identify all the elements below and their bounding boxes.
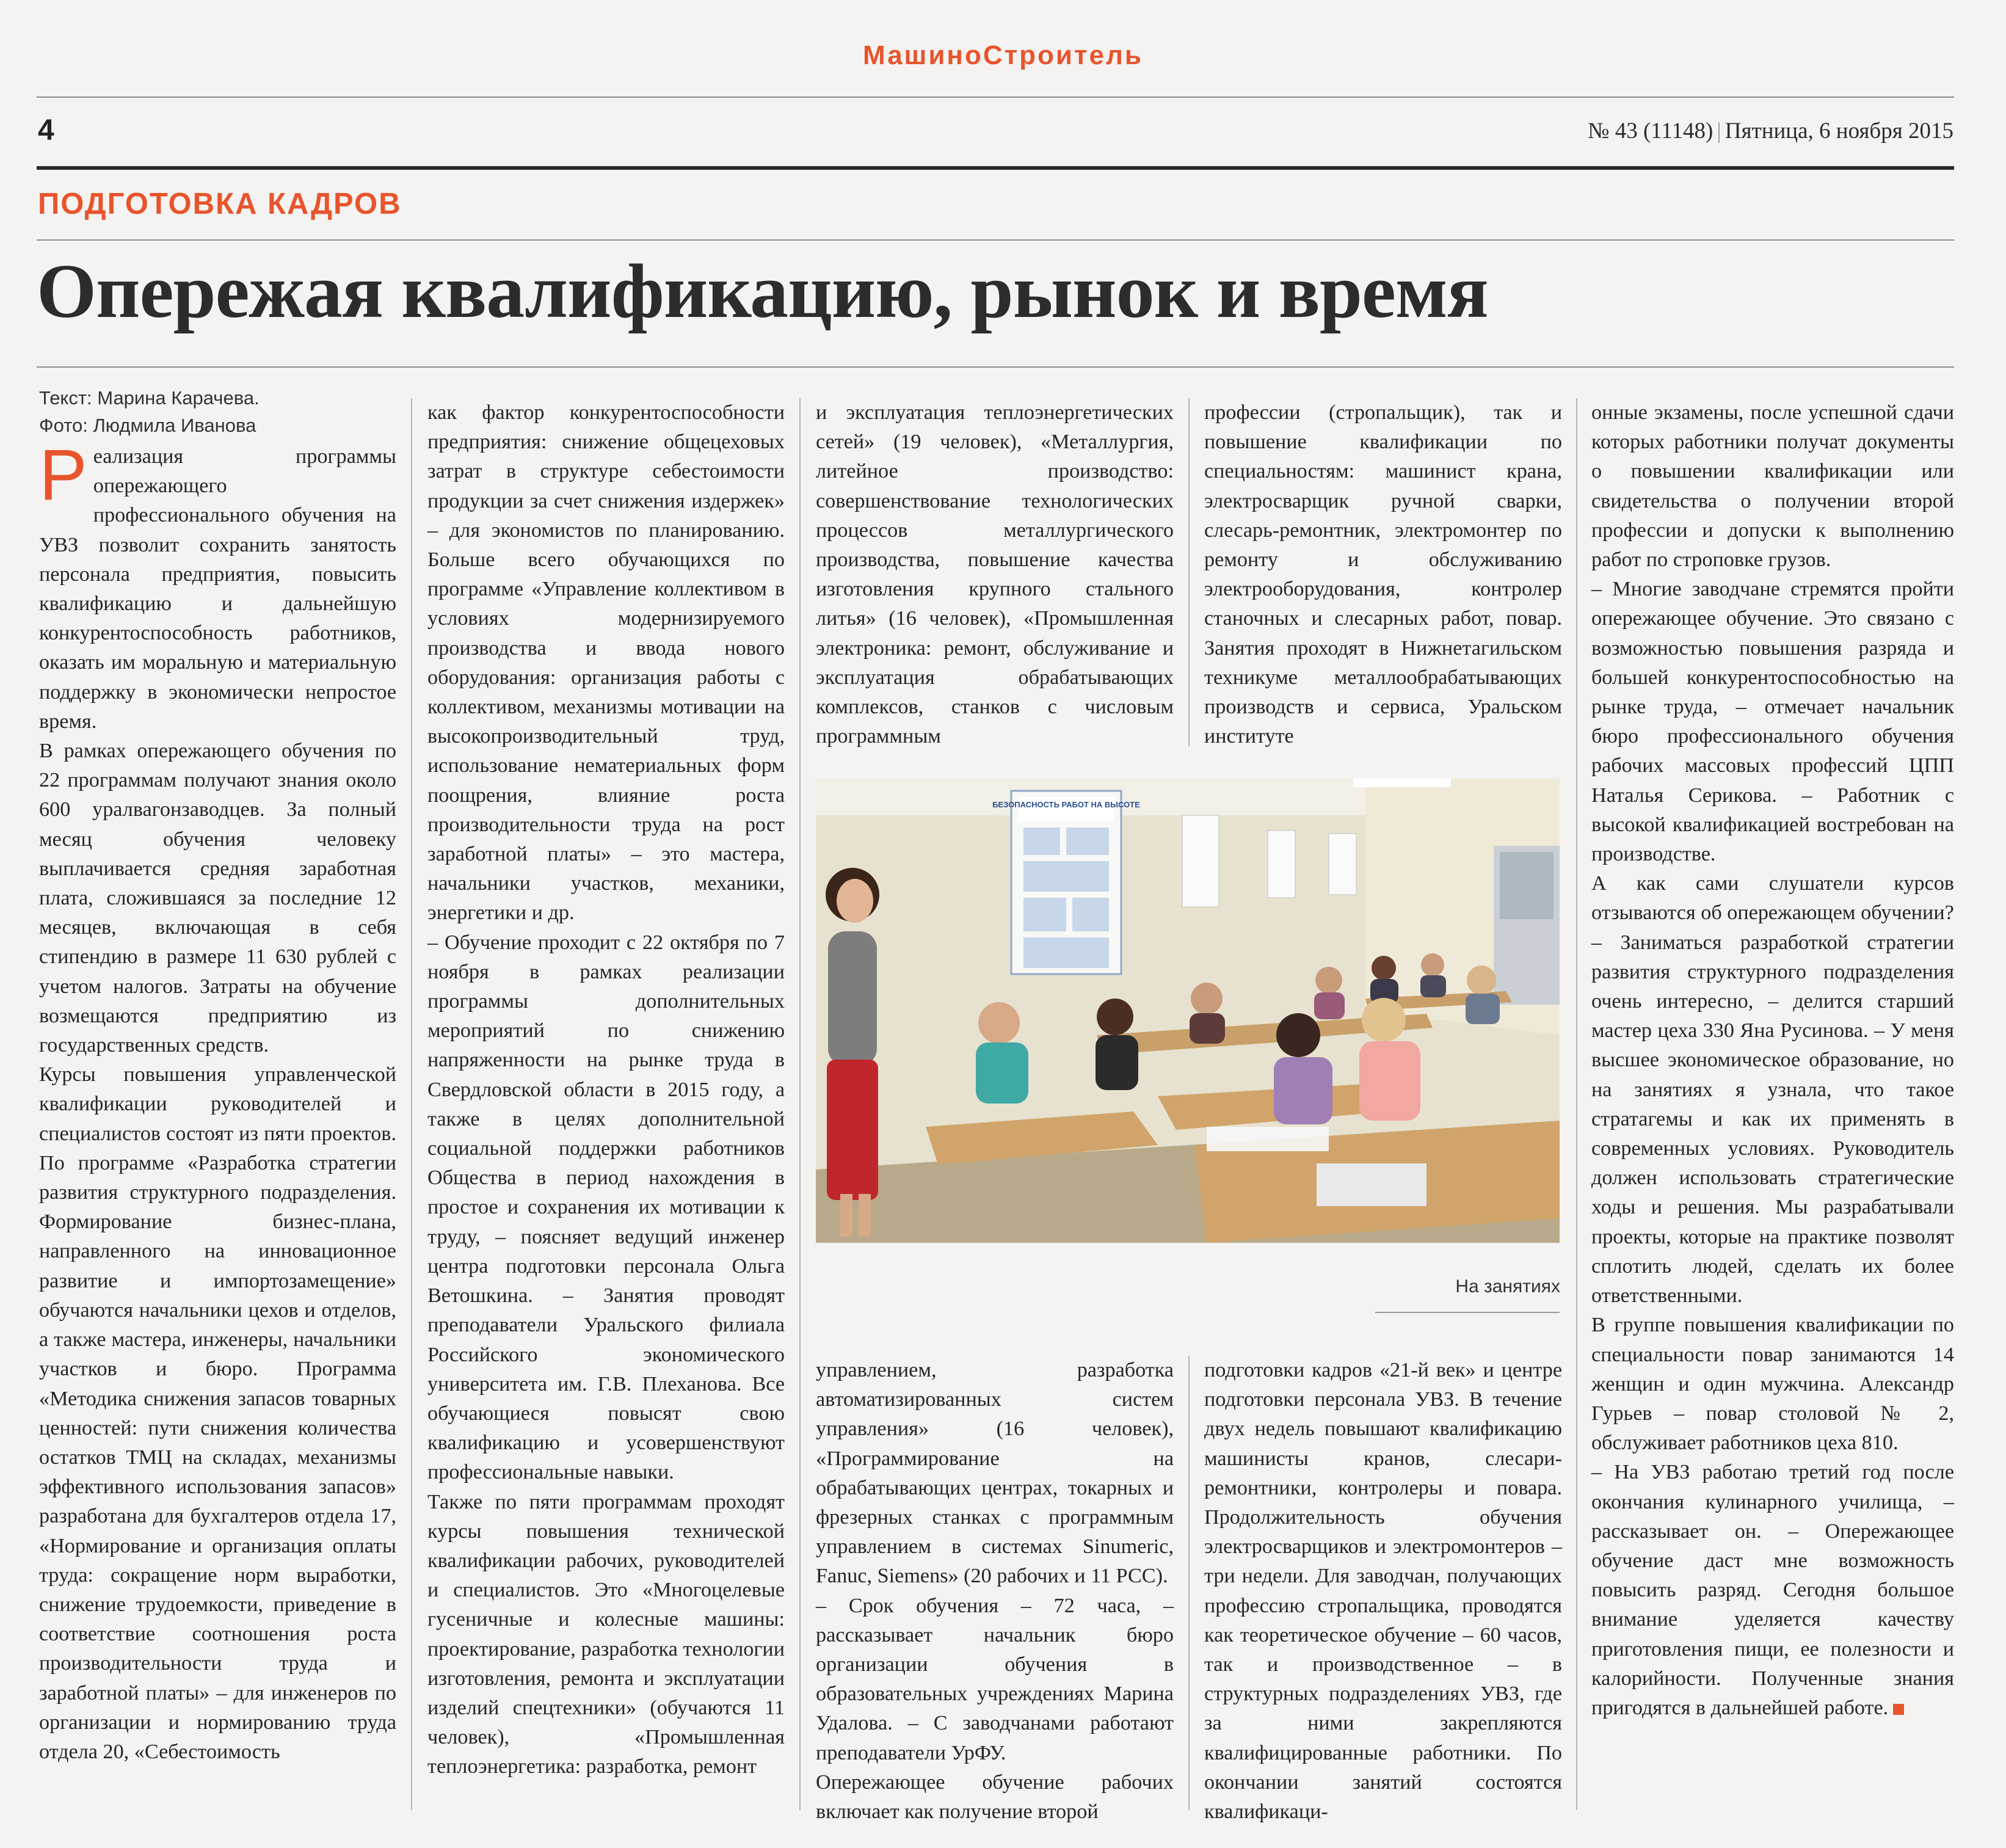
paragraph: А как сами слушатели курсов отзываются об опережающем обучении? — [1591, 872, 1954, 925]
paragraph: – Многие заводчане стремятся пройти опережающее обучение. Это связано с возможностью повышения разряда и большей конкурентоспособностью на рынке труда, – отмечает начальник бюро профессионального обучения рабочих массовых профессий ЦПП Наталья Серикова. – Работник с высокой квалификацией востребован на производстве. — [1591, 578, 1954, 866]
issue-info — [1588, 118, 1953, 144]
headline-rule — [37, 366, 1954, 368]
photo-caption: На занятиях — [1455, 1276, 1560, 1297]
header-rule — [37, 166, 1954, 170]
paragraph: подготовки кадров «21-й век» и центре подготовки персонала УВЗ. В течение двух недель повышают квалификацию машинисты кранов, слесари-ремонтники, контролеры и повара. Продолжительность обучения электросварщиков и электромонтеров – три недели. Для заводчан, получающих профессию стропальщика, проводятся как теоретическое обучение – 60 часов, так и производственное – в структурных подразделениях УВЗ, где за ними закрепляются квалифицированные работники. По окончании занятий состоятся квалификаци- — [1204, 1359, 1562, 1824]
paragraph: Также по пяти программам проходят курсы повышения технической квалификации рабочих, руководителей и специалистов. Это «Многоцелевые гусеничные и колесные машины: проектирование, разработка технологии изготовления, ремонта и эксплуатации изделий спецтехники» (обучаются 11 человек), «Промышленная теплоэнергетика: разработка, ремонт — [427, 1490, 785, 1778]
paragraph: Курсы повышения управленческой квалификации руководителей и специалистов состоят из пяти проектов. По программе «Разработка стратегии развития структурного подразделения. Формирование бизнес-плана, направленного на инновационное развитие и импортозамещение» обучаются начальники цехов и отделов, а также мастера, инженеры, начальники участков и бюро. Программа «Методика снижения запасов товарных ценностей: пути снижения количества остатков ТМЦ на складах, механизмы эффективного использования запасов» разработана для бухгалтеров отдела 17, «Нормирование и организация оплаты труда: сокращение норм выработки, снижение трудоемкости, приведение в соответствие соотношения роста производительности труда и заработной платы» – для инженеров по организации и нормированию труда отдела 20, «Себестоимость — [39, 1063, 396, 1763]
article-column-4-bottom — [1204, 1356, 1562, 1824]
article-column-3-top — [816, 398, 1174, 746]
paragraph: – Обучение проходит с 22 октября по 7 ноября в рамках реализации программы дополнительных мероприятий по снижению напряженности на рынке труда в Свердловской области в 2015 году, а также в целях дополнительной социальной поддержки работников Общества в период нахождения в простое и сохранения их мотивации к труду, – поясняет ведущий инженер центра подготовки персонала Ольга Ветошкина. – Занятия проводят преподаватели Уральского филиала Российского экономического университета им. Г.В. Плеханова. Все обучающиеся повысят свою квалификацию и усовершенствуют профессиональные навыки. — [427, 931, 785, 1484]
paragraph: – Срок обучения – 72 часа, – рассказывает начальник бюро организации обучения в образовательных учреждениях Марина Удалова. – С заводчанами работают преподаватели УрФУ. — [816, 1594, 1174, 1764]
masthead-rule — [37, 96, 1954, 98]
classroom-illustration — [816, 779, 1560, 1243]
article-column-2 — [427, 398, 785, 1809]
paragraph: управлением, разработка автоматизированных систем управления» (16 человек), «Программирование на обрабатывающих центрах, токарных и фрезерных станках с программным управлением в системах Sinumeric, Fanuc, Siemens» (20 рабочих и 11 РСС). — [816, 1359, 1174, 1588]
issue-separator: | — [1717, 118, 1721, 144]
byline — [39, 385, 260, 440]
paragraph: и эксплуатация теплоэнергетических сетей» (19 человек), «Металлургия, литейное производство: совершенствование технологических процессов металлургического производства, повышение качества изготовления крупного стального литья» (16 человек), «Промышленная электроника: ремонт, обслуживание и эксплуатация обрабатывающих комплексов, станков с числовым программным — [816, 401, 1174, 748]
byline-photographer: Фото: Людмила Иванова — [39, 414, 256, 436]
end-of-article-mark — [1893, 1704, 1904, 1715]
article-column-4-top — [1204, 398, 1562, 746]
article-column-5 — [1591, 398, 1954, 1809]
section-rule — [37, 239, 1954, 241]
paragraph: Реализация программы опережающего профессионального обучения на УВЗ позволит сохранить занятость персонала предприятия, повысить квалификацию и дальнейшую конкурентоспособность работников, оказать им моральную и материальную поддержку в экономически непростое время. — [39, 435, 396, 733]
column-divider — [1576, 398, 1577, 1810]
paragraph: В группе повышения квалификации по специальности повар занимаются 14 женщин и один мужчина. Александр Гурьев – повар столовой № 2, обслуживает работников цеха 810. — [1591, 1314, 1954, 1455]
article-headline: Опережая квалификацию, рынок и время — [37, 249, 1488, 334]
article-column-1 — [39, 435, 396, 1808]
poster-title: БЕЗОПАСНОСТЬ РАБОТ НА ВЫСОТЕ — [992, 800, 1140, 809]
section-title: ПОДГОТОВКА КАДРОВ — [38, 187, 402, 220]
issue-number: № 43 (11148) — [1588, 118, 1713, 144]
paragraph: В рамках опережающего обучения по 22 программам получают знания около 600 уралвагонзаводцев. За полный месяц обучения человеку выплачивается средняя заработная плата, сложившаяся за последние 12 месяцев, включающая в себя стипендию в размере 11 630 рублей с учетом налогов. Затраты на обучение возмещаются предприятию из государственных средств. — [39, 740, 396, 1057]
classroom-photo — [816, 779, 1560, 1243]
paragraph: – Заниматься разработкой стратегии развития структурного подразделения очень интересно, – делится старший мастер цеха 330 Яна Русинова. – У меня высшее экономическое образование, но на занятиях я узнала, что такое стратагемы и как их применять в современных условиях. Руководитель должен использовать стратегические ходы и решения. Мы разрабатывали проекты, которые на практике позволят сплотить людей, сделать их более ответственными. — [1591, 931, 1954, 1308]
article-column-3-bottom — [816, 1356, 1174, 1824]
issue-date: Пятница, 6 ноября 2015 — [1724, 118, 1953, 144]
paragraph: Опережающее обучение рабочих включает как получение второй — [816, 1770, 1174, 1824]
paragraph: как фактор конкурентоспособности предприятия: снижение общецеховых затрат в структуре себестоимости продукции за счет снижения издержек» – для экономистов по планированию. Больше всего обучающихся по программе «Управление коллективом в условиях модернизируемого производства и ввода нового оборудования: организация работы с коллективом, механизмы мотивации на высокопроизводительный труд, использование нематериальных форм поощрения, влияние роста производительности труда на рост заработной платы» – это мастера, начальники участков, механики, энергетики и др. — [427, 401, 785, 925]
drop-cap: Р — [39, 435, 87, 515]
column-divider — [1188, 1356, 1190, 1810]
column-divider — [411, 398, 412, 1810]
byline-author: Текст: Марина Карачева. — [39, 387, 260, 409]
paragraph: профессии (стропальщик), так и повышение квалификации по специальностям: машинист крана, электросварщик ручной сварки, слесарь-ремонтник, электромонтер по ремонту и обслуживанию электрооборудования, контролер станочных и слесарных работ, повар. Занятия проходят в Нижнетагильском техникуме металлообрабатывающих производств и сервиса, Уральском институте — [1204, 401, 1562, 748]
caption-rule — [1375, 1312, 1560, 1313]
paragraph: – На УВЗ работаю третий год после окончания кулинарного училища, – рассказывает он. – Опережающее обучение даст мне возможность повысить разряд. Сегодня большое внимание уделяется качеству приготовления пищи, ее полезности и калорийности. Полученные знания пригодятся в дальнейшей работе. — [1591, 1461, 1954, 1719]
column-divider — [1188, 398, 1190, 746]
page-number: 4 — [38, 114, 54, 147]
paragraph: онные экзамены, после успешной сдачи которых работники получат документы о повышении квалификации или свидетельства о получении второй профессии и допуски к выполнению работ по строповке грузов. — [1591, 401, 1954, 572]
column-divider — [799, 398, 801, 1810]
masthead-logo: МашиноСтроитель — [863, 40, 1143, 70]
